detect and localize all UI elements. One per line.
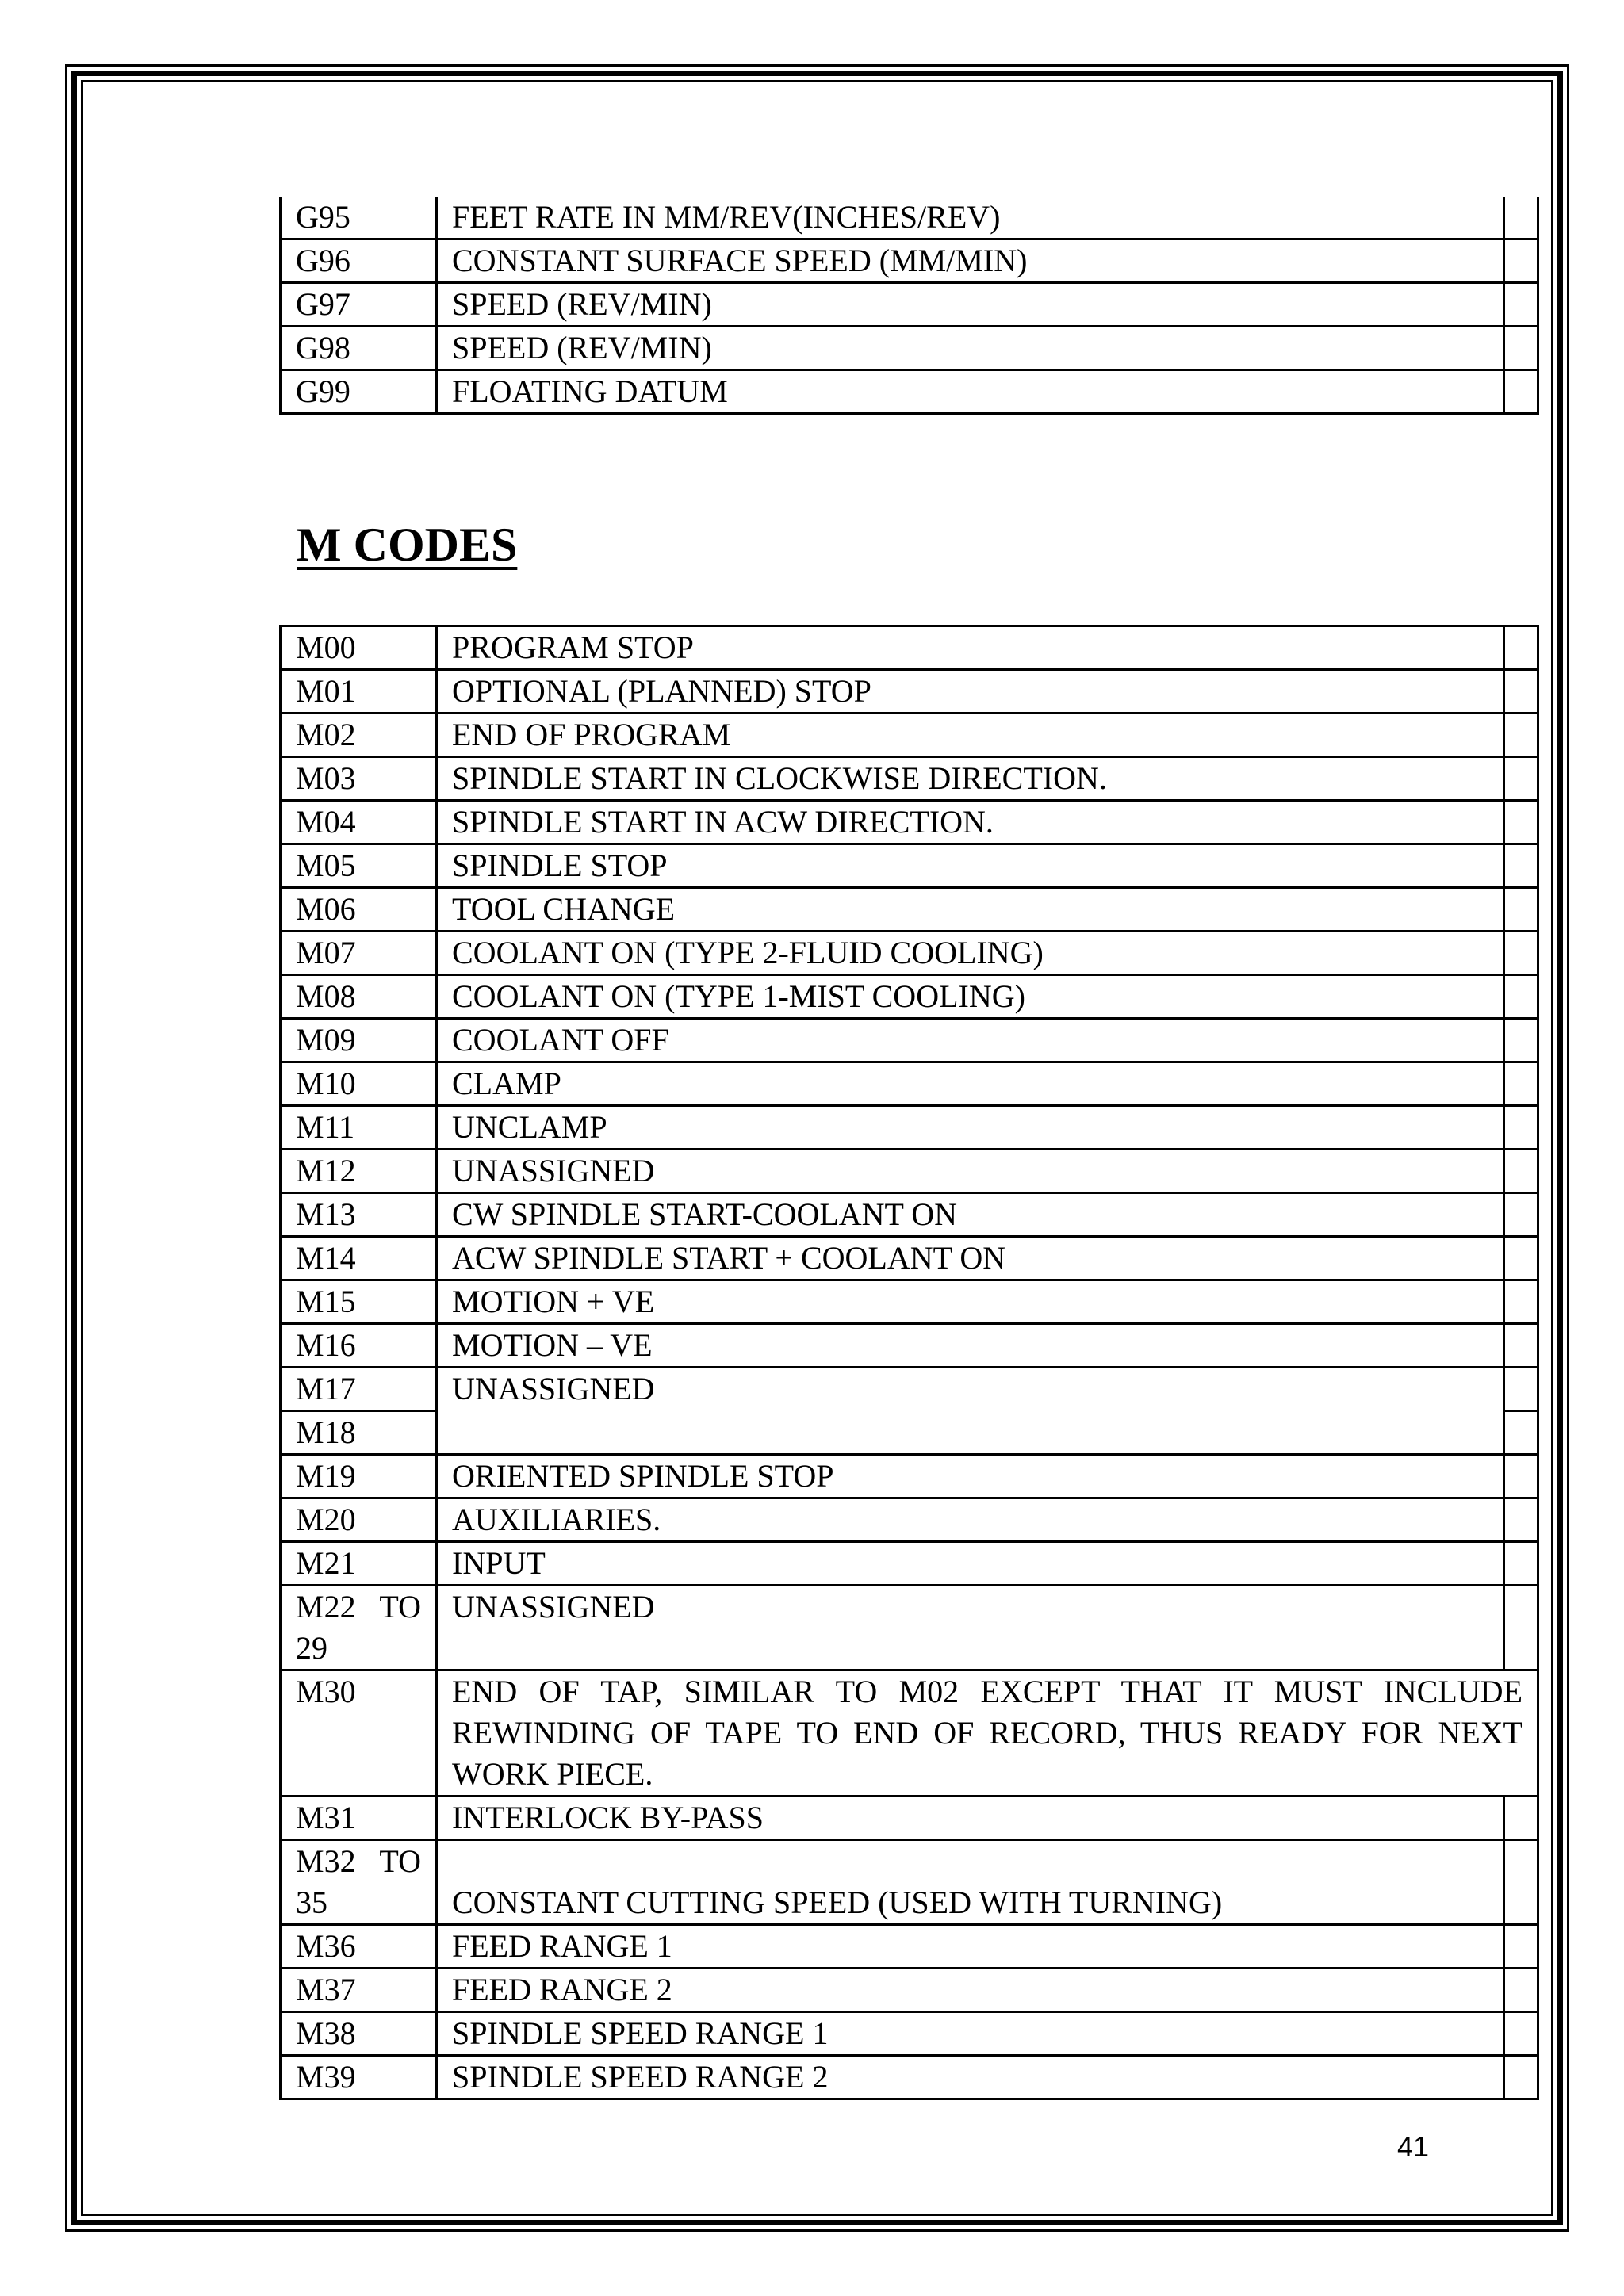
empty-cell [1504,626,1538,670]
table-row [281,888,1538,932]
code-cell: M03 [281,757,437,801]
description-cell: SPINDLE SPEED RANGE 1 [437,2012,1504,2056]
code-cell: M19 [281,1455,437,1498]
code-cell: M18 [281,1411,437,1455]
code-cell: M12 [281,1150,437,1193]
table-row [281,239,1538,283]
empty-cell [1504,714,1538,757]
description-cell: SPINDLE START IN CLOCKWISE DIRECTION. [437,757,1504,801]
code-cell: M20 [281,1498,437,1542]
code-cell: M30 [281,1670,437,1797]
table-row [281,1106,1538,1150]
description-cell: OPTIONAL (PLANNED) STOP [437,670,1504,714]
table-row [281,1280,1538,1324]
table-row [281,1542,1538,1586]
code-cell: G98 [281,327,437,370]
table-row [281,1840,1538,1925]
table-row [281,283,1538,327]
table-row [281,844,1538,888]
empty-cell [1504,932,1538,975]
empty-cell [1504,1324,1538,1368]
code-cell: M05 [281,844,437,888]
empty-cell [1504,2056,1538,2099]
empty-cell [1504,1498,1538,1542]
code-cell: M15 [281,1280,437,1324]
description-cell: END OF TAP, SIMILAR TO M02 EXCEPT THAT IT MUST INCLUDE REWINDING OF TAPE TO END OF RECORD, THUS READY FOR NEXT WORK PIECE. [437,1670,1538,1797]
table-row [281,714,1538,757]
empty-cell [1504,1797,1538,1840]
empty-cell [1504,370,1538,414]
table-row [281,1237,1538,1280]
code-cell: M00 [281,626,437,670]
description-cell: FEET RATE IN MM/REV(INCHES/REV) [437,197,1504,239]
table-row [281,1925,1538,1969]
description-cell: PROGRAM STOP [437,626,1504,670]
code-cell: M39 [281,2056,437,2099]
table-row [281,670,1538,714]
description-cell: FEED RANGE 2 [437,1969,1504,2012]
empty-cell [1504,1150,1538,1193]
description-cell: CONSTANT SURFACE SPEED (MM/MIN) [437,239,1504,283]
description-cell: SPINDLE SPEED RANGE 2 [437,2056,1504,2099]
table-row [281,757,1538,801]
empty-cell [1504,1925,1538,1969]
description-cell: COOLANT ON (TYPE 2-FLUID COOLING) [437,932,1504,975]
code-cell: M31 [281,1797,437,1840]
description-cell: END OF PROGRAM [437,714,1504,757]
table-row [281,626,1538,670]
code-cell: M14 [281,1237,437,1280]
table-row [281,370,1538,414]
description-cell: SPEED (REV/MIN) [437,327,1504,370]
empty-cell [1504,2012,1538,2056]
table-row [281,327,1538,370]
empty-cell [1504,1368,1538,1411]
code-cell: M17 [281,1368,437,1411]
empty-cell [1504,1586,1538,1670]
code-cell: M10 [281,1062,437,1106]
description-cell: SPINDLE START IN ACW DIRECTION. [437,801,1504,844]
code-cell: M36 [281,1925,437,1969]
code-cell: M08 [281,975,437,1019]
code-cell: M38 [281,2012,437,2056]
table-row [281,1498,1538,1542]
empty-cell [1504,327,1538,370]
table-row [281,1193,1538,1237]
section-heading: M CODES [297,519,518,571]
page-number: 41 [1397,2130,1430,2163]
empty-cell [1504,283,1538,327]
empty-cell [1504,1193,1538,1237]
description-cell: INPUT [437,1542,1504,1586]
code-cell: M02 [281,714,437,757]
table-row [281,1150,1538,1193]
code-cell: M01 [281,670,437,714]
description-cell: FEED RANGE 1 [437,1925,1504,1969]
g-codes-table [279,197,1539,415]
empty-cell [1504,197,1538,239]
code-cell: M06 [281,888,437,932]
empty-cell [1504,1019,1538,1062]
code-cell: M07 [281,932,437,975]
empty-cell [1504,670,1538,714]
table-row [281,1324,1538,1368]
code-cell: M22 TO 29 [281,1586,437,1670]
table-row [281,1455,1538,1498]
description-cell: CONSTANT CUTTING SPEED (USED WITH TURNING) [437,1840,1504,1925]
empty-cell [1504,757,1538,801]
code-cell: G96 [281,239,437,283]
empty-cell [1504,239,1538,283]
description-cell: FLOATING DATUM [437,370,1504,414]
table-row [281,2056,1538,2099]
table-row [281,197,1538,239]
code-cell: G97 [281,283,437,327]
table-row [281,1019,1538,1062]
empty-cell [1504,1840,1538,1925]
empty-cell [1504,1280,1538,1324]
code-cell: M16 [281,1324,437,1368]
table-row [281,1062,1538,1106]
description-cell: SPEED (REV/MIN) [437,283,1504,327]
table-row [281,1670,1538,1797]
description-cell: AUXILIARIES. [437,1498,1504,1542]
table-row [281,1797,1538,1840]
table-row [281,801,1538,844]
description-cell: INTERLOCK BY-PASS [437,1797,1504,1840]
description-cell: UNCLAMP [437,1106,1504,1150]
empty-cell [1504,1237,1538,1280]
description-cell: COOLANT ON (TYPE 1-MIST COOLING) [437,975,1504,1019]
description-cell: SPINDLE STOP [437,844,1504,888]
description-cell: UNASSIGNED [437,1150,1504,1193]
description-cell: CLAMP [437,1062,1504,1106]
code-cell: M04 [281,801,437,844]
code-cell: G95 [281,197,437,239]
description-cell: ORIENTED SPINDLE STOP [437,1455,1504,1498]
description-cell: MOTION + VE [437,1280,1504,1324]
description-cell: CW SPINDLE START-COOLANT ON [437,1193,1504,1237]
table-row [281,932,1538,975]
empty-cell [1504,888,1538,932]
empty-cell [1504,1455,1538,1498]
code-cell: M09 [281,1019,437,1062]
code-cell: M32 TO 35 [281,1840,437,1925]
table-row [281,1969,1538,2012]
code-cell: G99 [281,370,437,414]
empty-cell [1504,801,1538,844]
table-row [281,1368,1538,1411]
description-cell: UNASSIGNED [437,1368,1504,1455]
code-cell: M21 [281,1542,437,1586]
description-cell: TOOL CHANGE [437,888,1504,932]
code-cell: M11 [281,1106,437,1150]
table-row [281,1586,1538,1670]
empty-cell [1504,844,1538,888]
code-cell: M37 [281,1969,437,2012]
description-cell: MOTION – VE [437,1324,1504,1368]
code-cell: M13 [281,1193,437,1237]
description-cell: COOLANT OFF [437,1019,1504,1062]
empty-cell [1504,1969,1538,2012]
empty-cell [1504,1106,1538,1150]
empty-cell [1504,1542,1538,1586]
table-row [281,2012,1538,2056]
description-cell: ACW SPINDLE START + COOLANT ON [437,1237,1504,1280]
empty-cell [1504,1411,1538,1455]
m-codes-table [279,625,1539,2100]
description-cell: UNASSIGNED [437,1586,1504,1670]
empty-cell [1504,975,1538,1019]
table-row [281,975,1538,1019]
empty-cell [1504,1062,1538,1106]
